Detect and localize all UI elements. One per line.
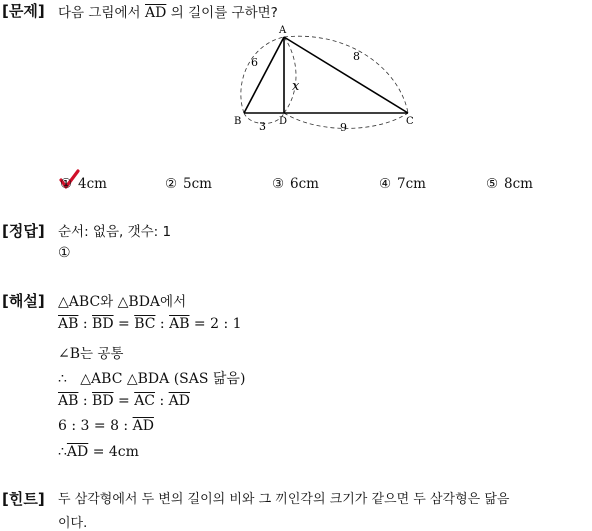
answer-line-2: ① — [58, 245, 71, 261]
explanation-line-7: $\therefore\overline{AD} = 4cm$ — [58, 444, 139, 460]
point-b: B — [234, 116, 242, 127]
explanation-line-1: △ABC와 △BDA에서 — [58, 294, 187, 310]
choice-3[interactable]: ③ 6cm — [272, 176, 319, 192]
length-ab: 6 — [251, 56, 258, 69]
choice-5[interactable]: ⑤ 8cm — [486, 176, 533, 192]
explanation-line-2: $\overline{AB}$ : $\overline{BD} = \overline{BC}$ : $\overline{AB} = 2$ : 1 — [58, 316, 242, 332]
triangle-figure — [0, 0, 592, 160]
length-ac: 8 — [353, 50, 360, 63]
explanation-line-4: ∴ △ABC △BDA (SAS 닮음) — [58, 371, 246, 387]
arc-ad — [284, 37, 296, 113]
length-ad: x — [292, 79, 300, 94]
choice-2[interactable]: ② 5cm — [165, 176, 212, 192]
explanation-label: [해설] — [2, 292, 45, 310]
explanation-line-6: 6 : 3 = 8 : $\overline{AD}$ — [58, 418, 154, 434]
hint-label: [힌트] — [2, 490, 45, 508]
hint-line-1: 두 삼각형에서 두 변의 길이의 비와 그 끼인각의 크기가 같으면 두 삼각형은 닮음 — [58, 492, 510, 507]
length-dc: 9 — [340, 121, 347, 134]
point-c: C — [406, 116, 414, 127]
length-bd: 3 — [259, 120, 266, 133]
choice-4[interactable]: ④ 7cm — [379, 176, 426, 192]
explanation-line-5: $\overline{AB}$ : $\overline{BD} = \overline{AC}$ : $\overline{AD}$ — [58, 393, 190, 409]
answer-label: [정답] — [2, 222, 45, 240]
point-a: A — [279, 25, 287, 36]
side-ac — [284, 37, 408, 113]
point-d: D — [279, 116, 288, 127]
answer-line-1: 순서: 없음, 갯수: 1 — [58, 224, 172, 240]
question-text: 다음 그림에서 $\overline{AD}$ 의 길이를 구하면? — [58, 5, 278, 21]
explanation-line-3: ∠B는 공통 — [58, 346, 124, 362]
problem-label: [문제] — [2, 2, 45, 20]
hint-line-2: 이다. — [58, 516, 88, 531]
choice-1[interactable]: ① 4cm — [60, 176, 107, 192]
segment-ad: $\overline{AD}$ — [145, 5, 167, 21]
side-ab — [244, 37, 284, 113]
